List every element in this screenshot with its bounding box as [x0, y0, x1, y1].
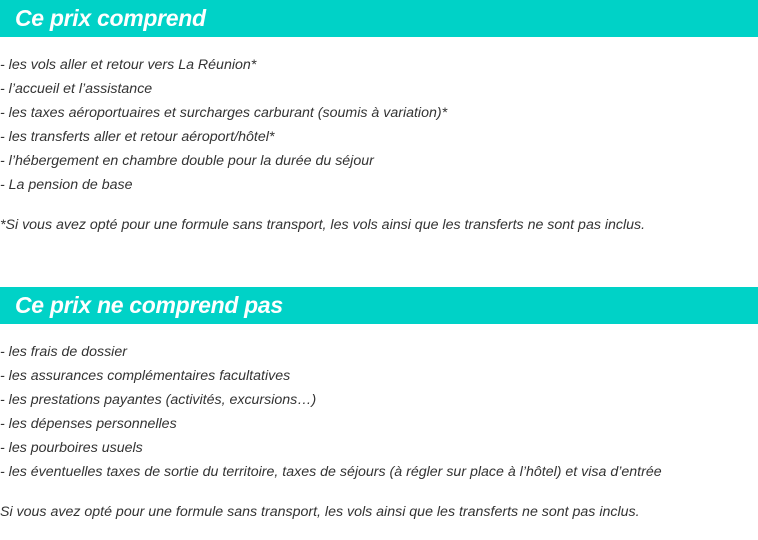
excluded-list: [0, 340, 662, 484]
list-item: - les prestations payantes (activités, excursions…): [0, 392, 317, 408]
list-item: - les transferts aller et retour aéroport/hôtel*: [0, 129, 275, 145]
list-item: - les éventuelles taxes de sortie du territoire, taxes de séjours (à régler sur place à l’hôtel) et visa d’entrée: [0, 464, 662, 480]
excluded-note: Si vous avez opté pour une formule sans transport, les vols ainsi que les transferts ne sont pas inclus.: [0, 504, 640, 520]
list-item: - les frais de dossier: [0, 344, 127, 360]
list-item: - l’accueil et l’assistance: [0, 81, 153, 97]
list-item: - les vols aller et retour vers La Réunion*: [0, 57, 257, 73]
list-item: - les dépenses personnelles: [0, 416, 177, 432]
included-note: *Si vous avez opté pour une formule sans transport, les vols ainsi que les transferts ne sont pas inclus.: [0, 217, 646, 233]
included-section-header: [0, 0, 758, 37]
included-section-title: Ce prix comprend: [15, 5, 206, 31]
list-item: - La pension de base: [0, 177, 133, 193]
list-item: - l’hébergement en chambre double pour la durée du séjour: [0, 153, 374, 169]
list-item: - les taxes aéroportuaires et surcharges carburant (soumis à variation)*: [0, 105, 448, 121]
included-list: [0, 53, 447, 197]
excluded-section-title: Ce prix ne comprend pas: [15, 292, 283, 318]
list-item: - les pourboires usuels: [0, 440, 143, 456]
excluded-section-header: [0, 287, 758, 324]
list-item: - les assurances complémentaires facultatives: [0, 368, 291, 384]
